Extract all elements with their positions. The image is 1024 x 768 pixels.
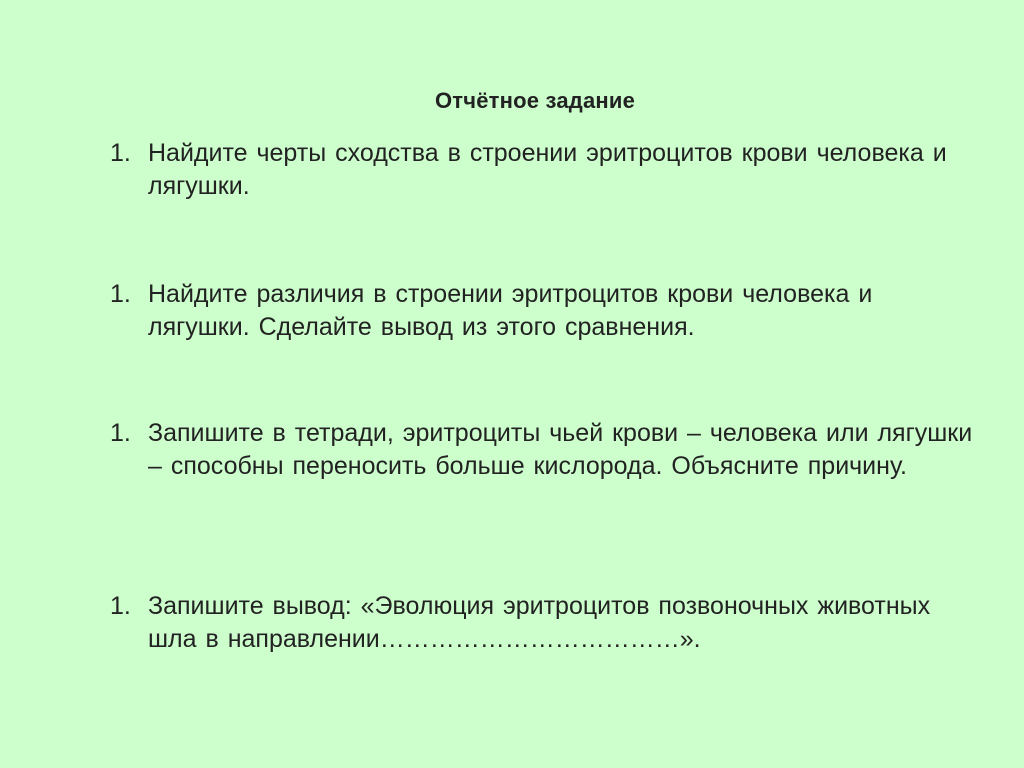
task-item-4 [110, 590, 980, 656]
task-text: Запишите вывод: «Эволюция эритроцитов позвоночных животных шла в направлении………………………………». [148, 592, 931, 653]
slide-title: Отчётное задание [434, 88, 636, 113]
task-text: Найдите черты сходства в строении эритроцитов крови человека и лягушки. [148, 139, 947, 200]
task-number: 1. [110, 419, 131, 447]
task-number: 1. [110, 139, 131, 167]
task-item-3 [110, 417, 980, 483]
task-item-2 [110, 278, 980, 344]
task-number: 1. [110, 592, 131, 620]
task-text: Найдите различия в строении эритроцитов крови человека и лягушки. Сделайте вывод из этого сравнения. [148, 280, 873, 341]
task-number: 1. [110, 280, 131, 308]
task-item-1 [110, 137, 980, 203]
task-text: Запишите в тетради, эритроциты чьей крови – человека или лягушки – способны переносить больше кислорода. Объясните причину. [148, 419, 973, 480]
